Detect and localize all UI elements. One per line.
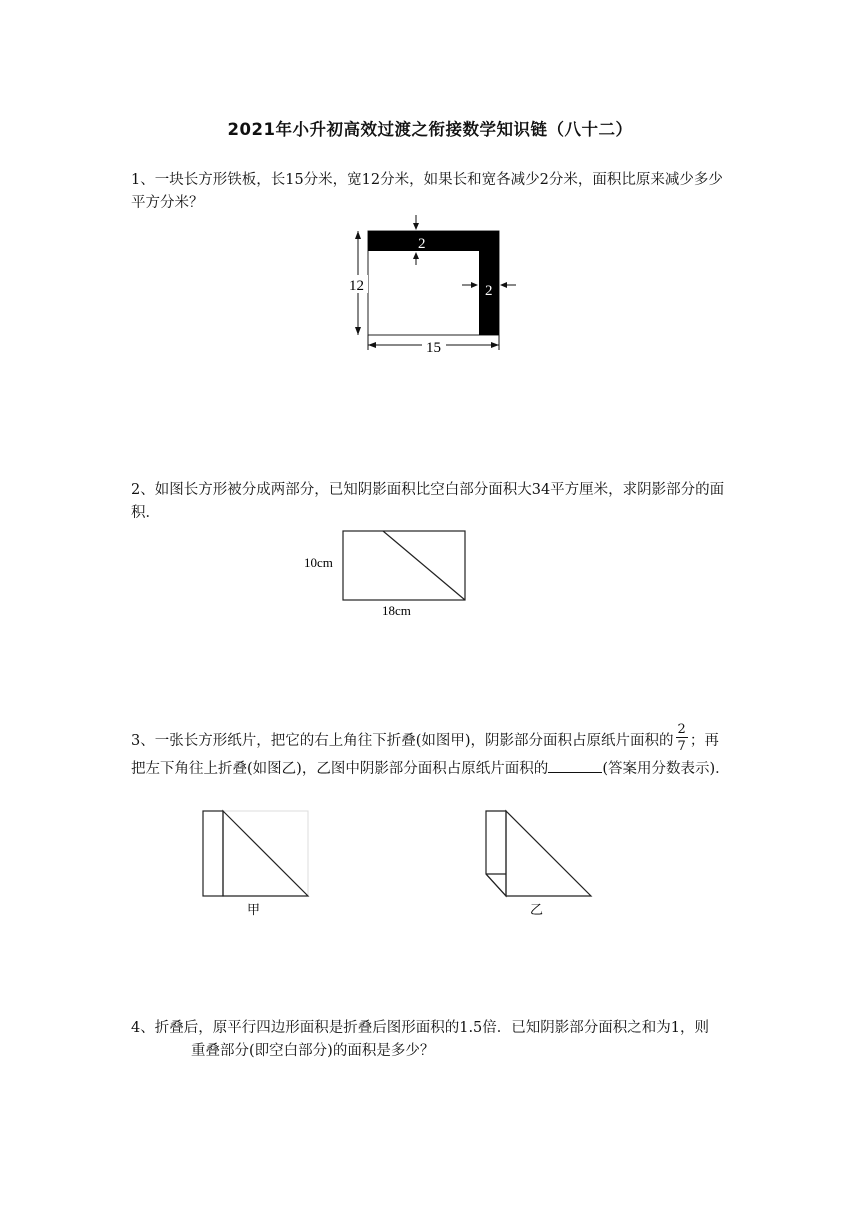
q3-fraction — [676, 723, 688, 753]
q4-line-1: 4、折叠后，原平行四边形面积是折叠后图形面积的1.5倍．已知阴影部分面积之和为1，则 — [131, 1020, 710, 1036]
q3-answer-blank[interactable] — [548, 758, 602, 773]
q3a-triangle — [223, 811, 308, 896]
question-3-text — [131, 722, 731, 782]
q1-arrow-right — [471, 282, 478, 288]
q2-height-label: 10cm — [304, 555, 333, 570]
q1-width-label: 15 — [426, 340, 441, 356]
q3b-triangle — [506, 811, 591, 896]
q3-frac-numerator: 2 — [677, 722, 686, 737]
question-2-text: 2、如图长方形被分成两部分，已知阴影面积比空白部分面积大34平方厘米，求阴影部分的面积． — [131, 482, 725, 521]
page-title: 2021年小升初高效过渡之衔接数学知识链（八十二） — [227, 120, 633, 139]
q3-figure-b — [483, 810, 598, 920]
q2-width-label: 18cm — [382, 603, 411, 618]
q1-strip-right-label: 2 — [485, 283, 493, 299]
q3-figure-a — [200, 810, 315, 920]
q3-figure-b-label: 乙 — [530, 902, 544, 917]
q3-frac-denominator: 7 — [677, 739, 686, 754]
q3b-left-strip — [486, 811, 506, 896]
question-1-text: 1、一块长方形铁板，长15分米，宽12分米，如果长和宽各减少2分米，面积比原来减少多少平方分米？ — [131, 172, 723, 211]
q3-text-mid: ；再把左下角往上折叠(如图乙)，乙图中阴影部分面积占原纸片面积的 — [131, 733, 719, 777]
q3a-left-strip — [203, 811, 223, 896]
q1-strip-top-label: 2 — [418, 236, 426, 252]
q2-rectangle — [343, 531, 465, 600]
q1-arrow-left — [500, 282, 507, 288]
q4-line-2: 重叠部分(即空白部分)的面积是多少？ — [191, 1043, 435, 1059]
q3-text-before: 3、一张长方形纸片，把它的右上角往下折叠(如图甲)，阴影部分面积占原纸片面积的 — [131, 733, 674, 749]
q1-height-label: 12 — [349, 278, 364, 294]
q1-arrow-up — [413, 252, 419, 259]
q3-text-after: (答案用分数表示)． — [602, 761, 730, 777]
q3-figure-a-label: 甲 — [247, 902, 261, 917]
q1-figure — [340, 215, 540, 360]
q2-figure — [300, 525, 480, 625]
question-4-text — [131, 1017, 731, 1063]
q2-diagonal — [383, 531, 465, 600]
q1-arrow-down — [413, 223, 419, 230]
